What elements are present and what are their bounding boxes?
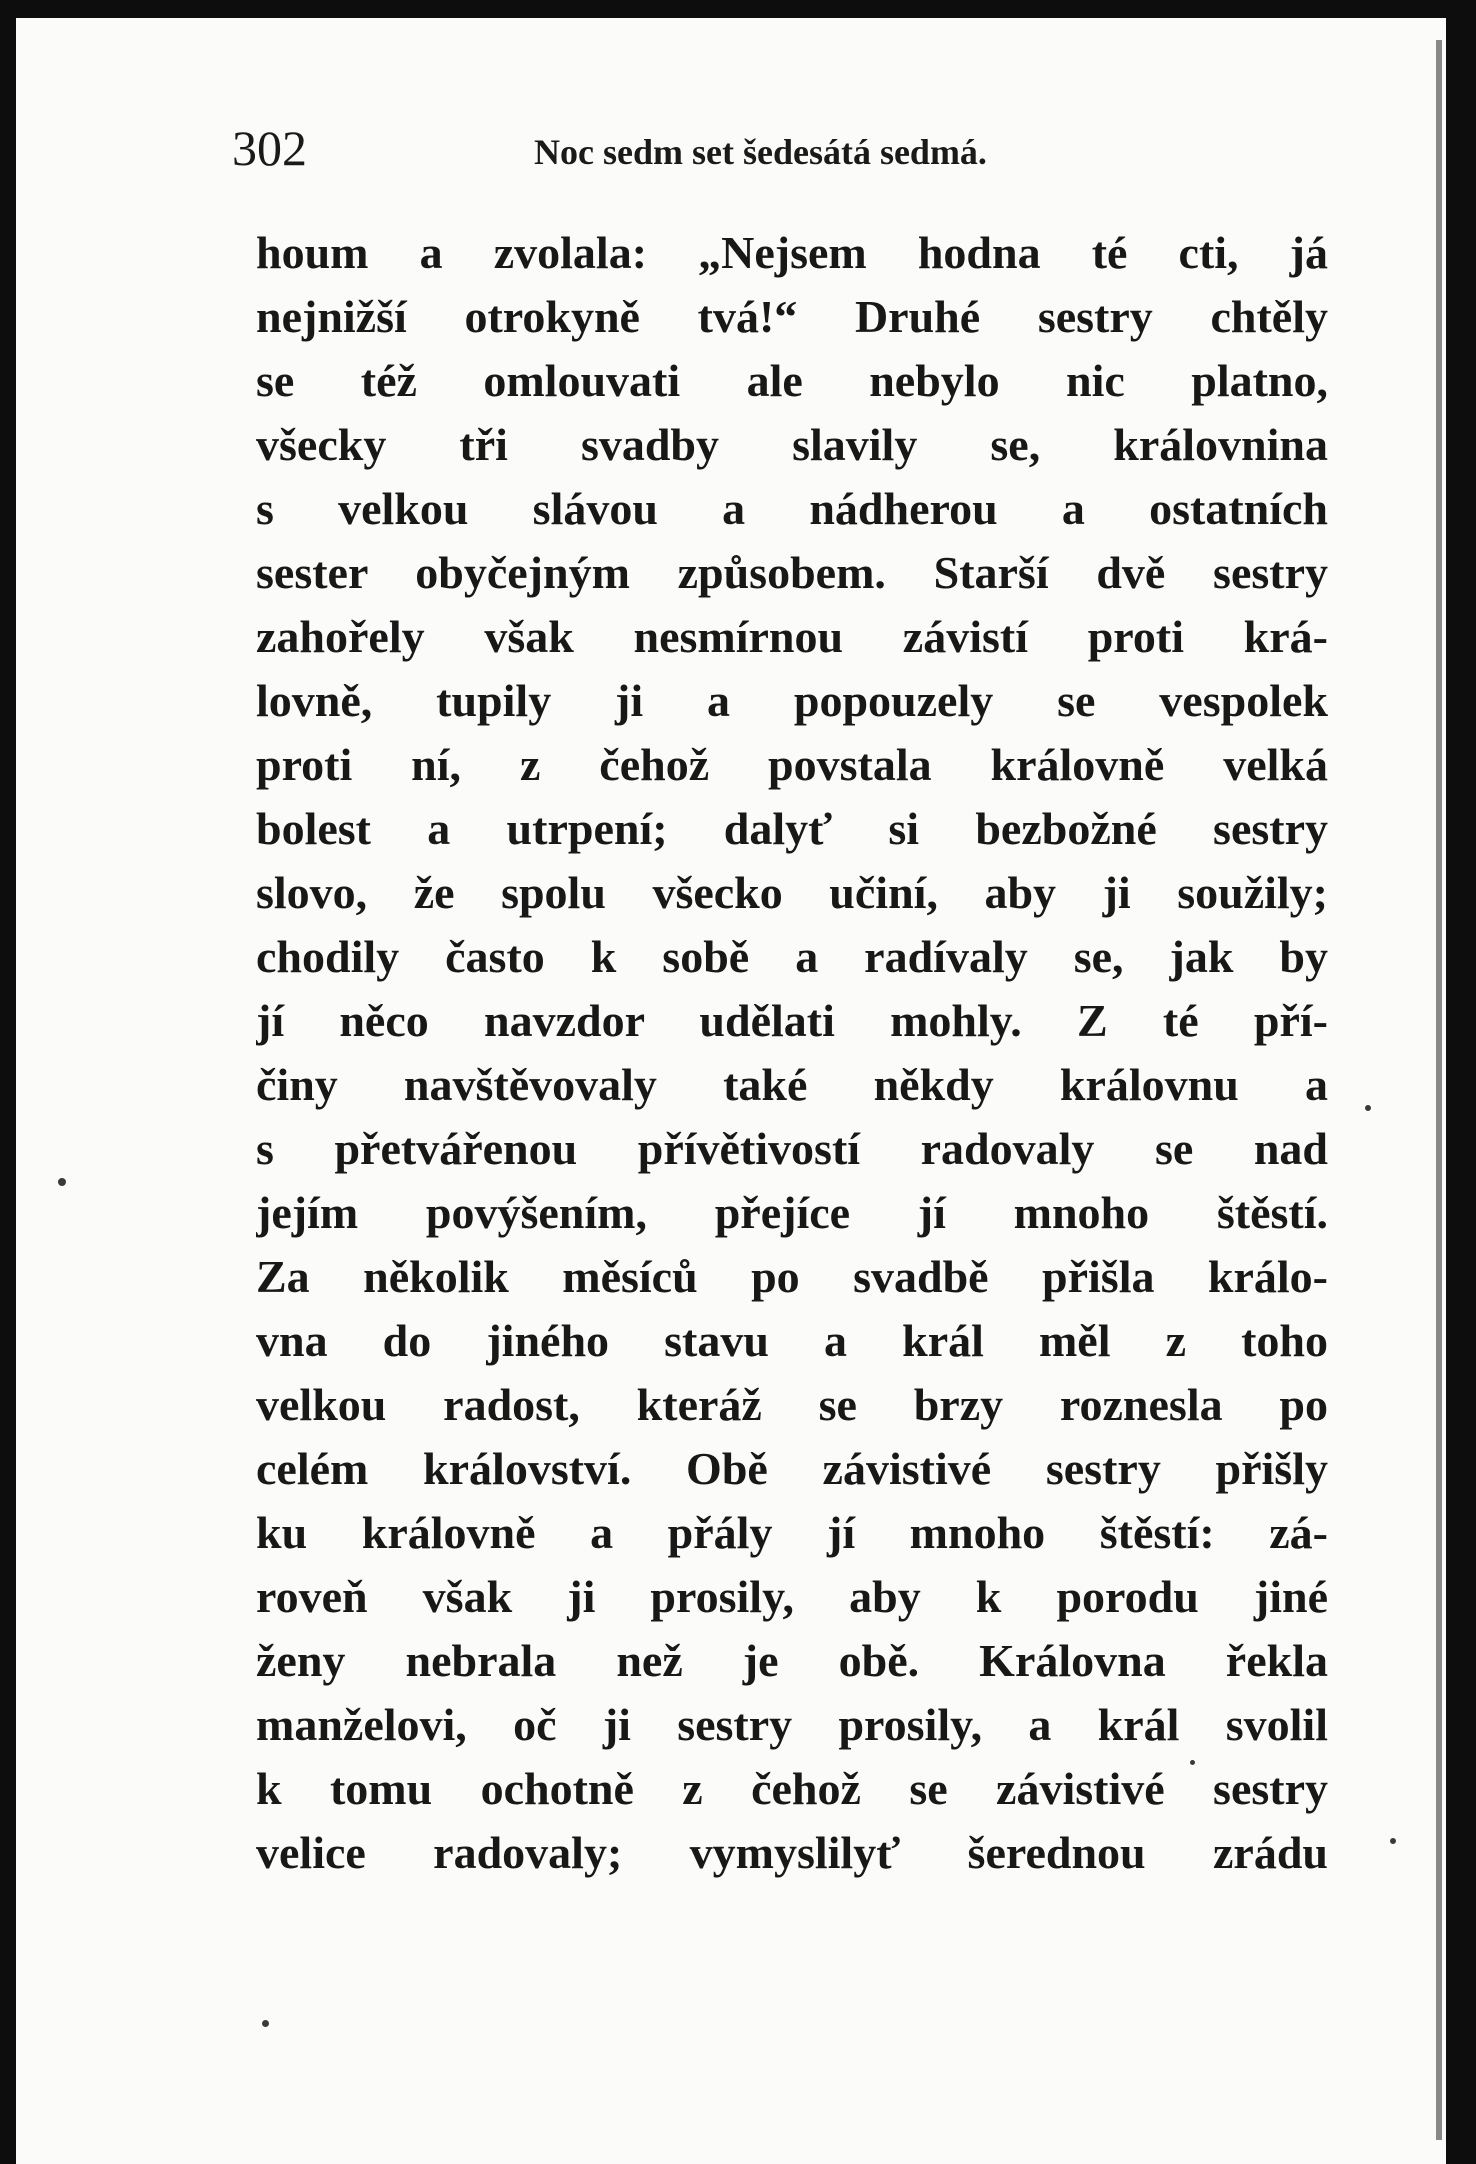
- text-line: chodily často k sobě a radívaly se, jak by: [256, 934, 1328, 982]
- body-text: [256, 230, 1328, 1894]
- text-line: jí něco navzdor udělati mohly. Z té pří-: [256, 998, 1328, 1046]
- text-line: manželovi, oč ji sestry prosily, a král svolil: [256, 1702, 1328, 1750]
- running-head: [232, 118, 1132, 178]
- text-line: nejnižší otrokyně tvá!“ Druhé sestry chtěly: [256, 294, 1328, 342]
- text-line: Za několik měsíců po svadbě přišla králo-: [256, 1254, 1328, 1302]
- scan-speck: [58, 1178, 66, 1186]
- text-line: s velkou slávou a nádherou a ostatních: [256, 486, 1328, 534]
- text-line: zahořely však nesmírnou závistí proti krá-: [256, 614, 1328, 662]
- text-line: velkou radost, kteráž se brzy roznesla po: [256, 1382, 1328, 1430]
- scan-border-left: [0, 0, 16, 2164]
- page-number: 302: [232, 120, 307, 176]
- page-edge-shadow: [1436, 40, 1442, 2140]
- scan-border-right: [1446, 0, 1476, 2164]
- text-line: bolest a utrpení; dalyť si bezbožné sestry: [256, 806, 1328, 854]
- text-line: vna do jiného stavu a král měl z toho: [256, 1318, 1328, 1366]
- text-line: houm a zvolala: „Nejsem hodna té cti, já: [256, 230, 1328, 278]
- text-line: roveň však ji prosily, aby k porodu jiné: [256, 1574, 1328, 1622]
- text-line: proti ní, z čehož povstala královně velká: [256, 742, 1328, 790]
- text-line: k tomu ochotně z čehož se závistivé sestry: [256, 1766, 1328, 1814]
- scan-speck: [1390, 1838, 1396, 1844]
- text-line: činy navštěvovaly také někdy královnu a: [256, 1062, 1328, 1110]
- text-line: ku královně a přály jí mnoho štěstí: zá-: [256, 1510, 1328, 1558]
- text-line: velice radovaly; vymyslilyť šerednou zrádu: [256, 1830, 1328, 1878]
- scan-speck: [262, 2020, 269, 2027]
- text-line: se též omlouvati ale nebylo nic platno,: [256, 358, 1328, 406]
- text-line: s přetvářenou přívětivostí radovaly se nad: [256, 1126, 1328, 1174]
- scan-speck: [1365, 1105, 1371, 1111]
- running-title: Noc sedm set šedesátá sedmá.: [534, 132, 987, 172]
- text-line: lovně, tupily ji a popouzely se vespolek: [256, 678, 1328, 726]
- scan-speck: [1190, 1760, 1195, 1765]
- text-line: ženy nebrala než je obě. Královna řekla: [256, 1638, 1328, 1686]
- text-line: všecky tři svadby slavily se, královnina: [256, 422, 1328, 470]
- text-line: slovo, že spolu všecko učiní, aby ji soužily;: [256, 870, 1328, 918]
- text-line: celém království. Obě závistivé sestry přišly: [256, 1446, 1328, 1494]
- scan-border-top: [0, 0, 1476, 18]
- text-line: jejím povýšením, přejíce jí mnoho štěstí.: [256, 1190, 1328, 1238]
- text-line: sester obyčejným způsobem. Starší dvě sestry: [256, 550, 1328, 598]
